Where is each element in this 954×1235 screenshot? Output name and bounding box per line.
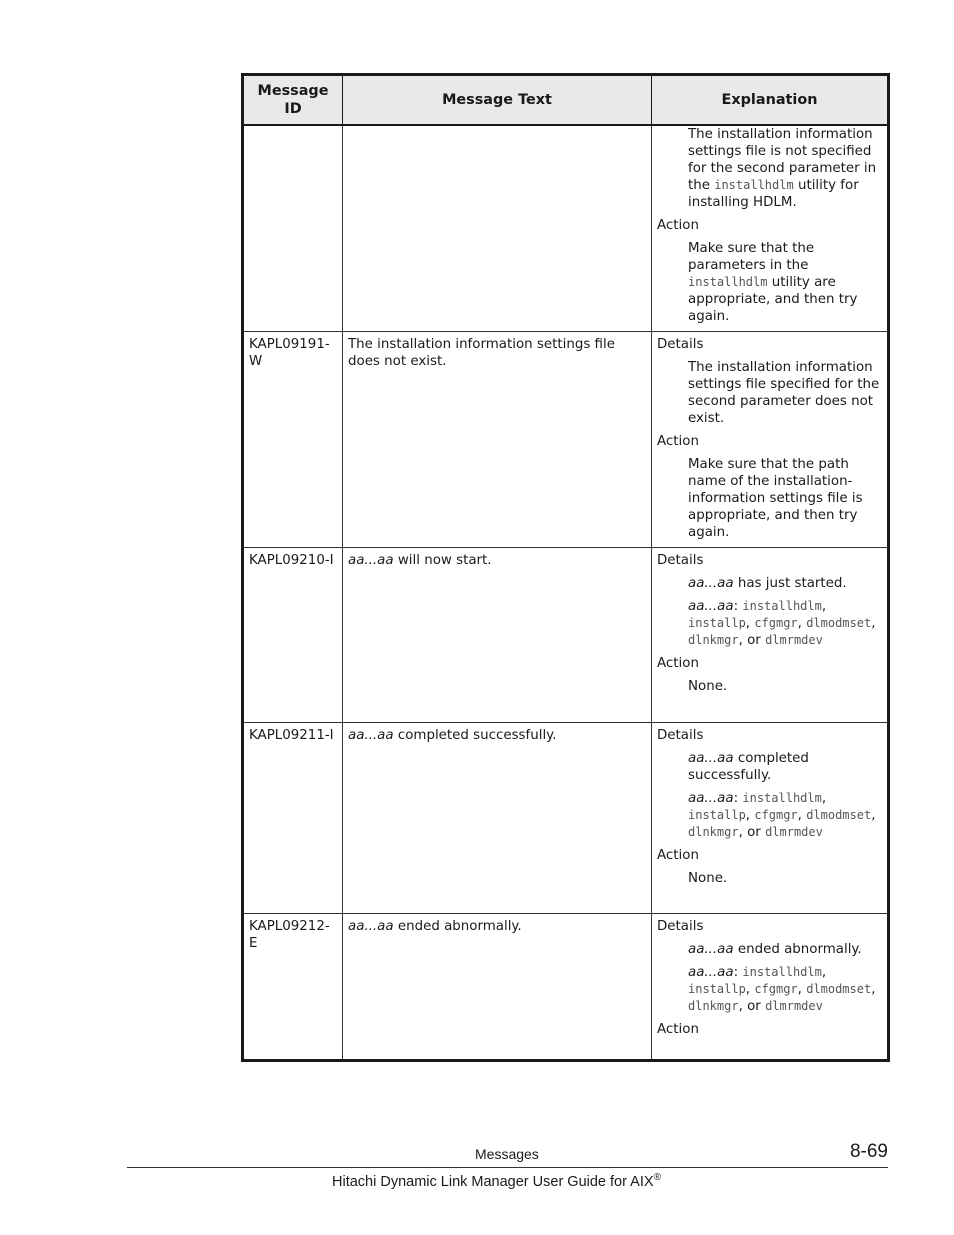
message-text: aa...aa will now start. — [343, 547, 652, 722]
cell-explanation — [652, 722, 889, 913]
action-label: Action — [657, 433, 699, 449]
cell-explanation — [652, 547, 889, 722]
action-label: Action — [657, 218, 699, 233]
footer-section-title: Messages — [475, 1146, 539, 1162]
action-text: Make sure that the parameters in the installhdlm utility are appropriate, and then try again. — [688, 241, 858, 324]
var-list: aa...aa: installhdlm, installp, cfgmgr, dlmodmset, dlnkmgr, or dlmrmdev — [688, 790, 876, 840]
table-row-continued — [243, 125, 889, 331]
details-label: Details — [657, 552, 704, 568]
action-text: None. — [688, 870, 728, 886]
message-id: KAPL09211-I — [243, 722, 343, 913]
footer-guide-title: Hitachi Dynamic Link Manager User Guide for AIX® — [332, 1172, 661, 1190]
messages-table — [241, 73, 890, 1062]
var-list: aa...aa: installhdlm, installp, cfgmgr, dlmodmset, dlnkmgr, or dlmrmdev — [688, 964, 876, 1014]
action-label: Action — [657, 847, 699, 863]
cell-text — [343, 125, 652, 331]
message-id: KAPL09210-I — [243, 547, 343, 722]
action-label: Action — [657, 1021, 699, 1037]
details-text: aa...aa has just started. — [688, 575, 847, 591]
table-row — [243, 331, 889, 547]
header-message-text: Message Text — [343, 75, 652, 126]
action-text: None. — [688, 678, 728, 694]
table-row — [243, 722, 889, 913]
message-id: KAPL09212-E — [243, 913, 343, 1060]
details-text: The installation information settings file is not specified for the second parameter in the installhdlm utility for installing HDLM. — [688, 127, 877, 210]
details-label: Details — [657, 727, 704, 743]
message-id: KAPL09191-W — [243, 331, 343, 547]
details-text: aa...aa ended abnormally. — [688, 941, 862, 957]
details-text: The installation information settings file specified for the second parameter does not exist. — [688, 359, 880, 426]
message-text: aa...aa completed successfully. — [343, 722, 652, 913]
header-message-id: Message ID — [243, 75, 343, 126]
cell-explanation — [652, 125, 889, 331]
table-row — [243, 547, 889, 722]
action-label: Action — [657, 655, 699, 671]
details-label: Details — [657, 918, 704, 934]
header-explanation: Explanation — [652, 75, 889, 126]
cell-id — [243, 125, 343, 331]
cell-explanation — [652, 913, 889, 1060]
action-text: Make sure that the path name of the installation-information settings file is appropriate, and then try again. — [688, 456, 863, 540]
table-header-row — [243, 75, 889, 126]
page-number: 8-69 — [849, 1141, 888, 1162]
details-label: Details — [657, 336, 704, 352]
registered-mark: ® — [653, 1172, 661, 1183]
message-text: The installation information settings file does not exist. — [343, 331, 652, 547]
details-text: aa...aa completed successfully. — [688, 750, 809, 783]
footer-divider — [127, 1167, 888, 1168]
table-row — [243, 913, 889, 1060]
cell-explanation — [652, 331, 889, 547]
message-text: aa...aa ended abnormally. — [343, 913, 652, 1060]
var-list: aa...aa: installhdlm, installp, cfgmgr, dlmodmset, dlnkmgr, or dlmrmdev — [688, 598, 876, 648]
